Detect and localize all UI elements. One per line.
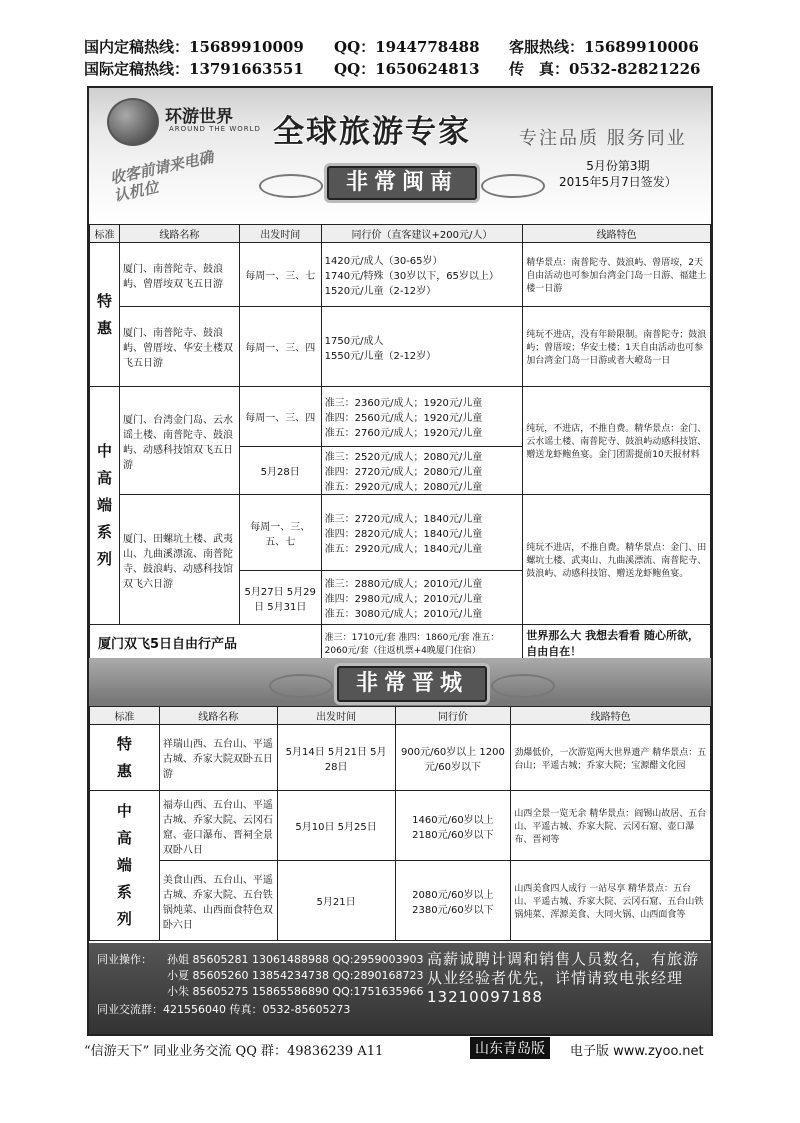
col-header: 标准 bbox=[90, 225, 120, 243]
col-header: 线路名称 bbox=[119, 225, 239, 243]
table-row bbox=[90, 791, 711, 861]
price-cell: 准三：2880元/成人；2010元/儿童 准四：2980元/成人；2010元/儿童 准五：3080元/成人；2010元/儿童 bbox=[321, 571, 523, 625]
recruit-notice: 高薪诚聘计调和销售人员数名，有旅游从业经验者优先，详情请致电张经理 13210097188 bbox=[427, 950, 700, 1006]
route-name: 厦门、台湾金门岛、云水谣土楼、南普陀寺、鼓浪屿、动感科技馆双飞五日游 bbox=[119, 387, 239, 495]
route-name: 厦门、南普陀寺、鼓浪屿、曾厝垵双飞五日游 bbox=[119, 243, 239, 307]
price-cell: 准三：1710元/套 准四：1860元/套 准五：2060元/套（往返机票+4晚厦门住宿） bbox=[321, 625, 523, 661]
table-row bbox=[90, 387, 711, 447]
col-header: 出发时间 bbox=[239, 225, 321, 243]
price-cell: 准三：2360元/成人；1920元/儿童 准四：2560元/成人；1920元/儿童 准五：2760元/成人；1920元/儿童 bbox=[321, 387, 523, 447]
table-row bbox=[90, 243, 711, 307]
price-cell: 准三：2520元/成人；2080元/儿童 准四：2720元/成人；2080元/儿童 准五：2920元/成人；2080元/儿童 bbox=[321, 447, 523, 495]
slogan: 专注品质 服务同业 bbox=[519, 128, 687, 149]
category-label: 中高端系列 bbox=[90, 791, 160, 941]
domestic-hotline: 国内定稿热线：15689910009 bbox=[84, 38, 304, 56]
depart-time: 每周一、三、七 bbox=[239, 243, 321, 307]
depart-time: 每周一、三、四 bbox=[239, 307, 321, 387]
section-plaque-minnan: 非常闽南 bbox=[327, 166, 477, 200]
price-cell: 900元/60岁以上 1200元/60岁以下 bbox=[395, 725, 511, 791]
section-plaque-jincheng: 非常晋城 bbox=[337, 666, 487, 702]
category-label: 特惠 bbox=[90, 725, 160, 791]
depart-time: 5月21日 bbox=[277, 861, 395, 941]
epaper-link[interactable]: 电子版 www.zyoo.net bbox=[570, 1044, 704, 1059]
route-feature: 纯玩不进店，不推自费。精华景点：金门、田螺坑土楼、武夷山、九曲溪漂流、南普陀寺、鼓浪屿、动感科技馆、赠送龙虾鲍鱼宴。 bbox=[523, 495, 711, 625]
col-header: 线路名称 bbox=[159, 707, 277, 725]
jincheng-table bbox=[89, 706, 711, 941]
route-feature: 世界那么大 我想去看看 随心所欲，自由自在！ bbox=[523, 625, 711, 661]
contact-row: 小夏 85605260 13854234738 QQ:2890168723 bbox=[167, 969, 424, 982]
route-feature: 精华景点：南普陀寺、鼓浪屿、曾厝垵，2天自由活动也可参加台湾金门岛一日游、福建土楼一日游 bbox=[523, 243, 711, 307]
col-header: 线路特色 bbox=[511, 707, 711, 725]
route-feature: 山西美食四人成行 一站尽享 精华景点：五台山、平遥古城、乔家大院、云冈石窟、五台山铁锅炖菜、浑源美食、大同火锅、山西面食等 bbox=[511, 861, 711, 941]
ad-frame bbox=[87, 86, 713, 1036]
minnan-table bbox=[89, 224, 711, 661]
issue-date: 2015年5月7日签发） bbox=[559, 175, 677, 189]
route-feature: 纯玩，不进店，不推自费。精华景点：金门、云水谣土楼、南普陀寺、鼓浪屿动感科技馆、赠送龙虾鲍鱼宴。金门团需提前10天报材料 bbox=[523, 387, 711, 495]
col-header: 同行价（直客建议+200元/人） bbox=[321, 225, 523, 243]
col-header: 出发时间 bbox=[277, 707, 395, 725]
globe-logo-icon bbox=[107, 98, 159, 146]
qq-2: QQ：1650624813 bbox=[334, 60, 480, 78]
route-feature: 纯玩不进店，没有年龄限制。南普陀寺；鼓浪屿；曾厝垵；华安土楼；1天自由活动也可参加台湾金门岛一日游或者大嶝岛一日 bbox=[523, 307, 711, 387]
col-header: 线路特色 bbox=[523, 225, 711, 243]
contact-row: 孙姐 85605281 13061488988 QQ:2959003903 bbox=[167, 953, 424, 966]
price-cell: 1750元/成人 1550元/儿童（2-12岁） bbox=[321, 307, 523, 387]
depart-time: 每周一、三、五、七 bbox=[239, 495, 321, 571]
fax: 传 真：0532-82821226 bbox=[509, 60, 701, 78]
confirm-stamp: 收客前请来电确认机位 bbox=[108, 147, 215, 206]
table-row bbox=[90, 307, 711, 387]
route-feature: 山西全景一览无余 精华景点：阎锡山故居、五台山、平遥古城、乔家大院、云冈石窟、壶口瀑布、晋祠等 bbox=[511, 791, 711, 861]
contact-label: 同业操作： bbox=[97, 953, 152, 966]
route-name: 美食山西、五台山、平遥古城、乔家大院、五台铁锅炖菜、山西面食特色双卧六日 bbox=[159, 861, 277, 941]
service-hotline: 客服热线：15689910006 bbox=[509, 38, 699, 56]
depart-time: 5月28日 bbox=[239, 447, 321, 495]
intl-hotline: 国际定稿热线：13791663551 bbox=[84, 60, 304, 78]
category-label: 中高端系列 bbox=[90, 387, 120, 625]
route-name: 厦门、南普陀寺、鼓浪屿、曾厝垵、华安土楼双飞五日游 bbox=[119, 307, 239, 387]
price-cell: 1420元/成人（30-65岁） 1740元/特殊（30岁以下，65岁以上） 1520元/儿童（2-12岁） bbox=[321, 243, 523, 307]
table-row bbox=[90, 725, 711, 791]
page-title: 全球旅游专家 bbox=[273, 114, 471, 150]
issue-number: 5月份第3期 bbox=[586, 159, 650, 173]
depart-time: 每周一、三、四 bbox=[239, 387, 321, 447]
price-cell: 1460元/60岁以上 2180元/60岁以下 bbox=[395, 791, 511, 861]
route-name: 福寿山西、五台山、平遥古城、乔家大院、云冈石窟、壶口瀑布、晋祠全景双卧八日 bbox=[159, 791, 277, 861]
table-header bbox=[90, 225, 711, 243]
table-row bbox=[90, 495, 711, 571]
col-header: 同行价 bbox=[395, 707, 511, 725]
issue-info bbox=[559, 158, 677, 190]
depart-time: 5月14日 5月21日 5月28日 bbox=[277, 725, 395, 791]
logo-subtext: AROUND THE WORLD bbox=[169, 125, 261, 133]
banner bbox=[89, 88, 711, 224]
depart-time: 5月10日 5月25日 bbox=[277, 791, 395, 861]
qq-1: QQ：1944778488 bbox=[334, 38, 480, 56]
route-name: 祥瑞山西、五台山、平遥古城、乔家大院双卧五日游 bbox=[159, 725, 277, 791]
edition-badge: 山东青岛版 bbox=[470, 1037, 550, 1059]
depart-time: 5月27日 5月29日 5月31日 bbox=[239, 571, 321, 625]
footer-info: “信游天下” 同业业务交流 QQ 群：49836239 A11 bbox=[84, 1044, 384, 1059]
group-info: 同业交流群：421556040 传真：0532-85605273 bbox=[97, 1003, 351, 1016]
contact-row: 小朱 85605275 15865586890 QQ:1751635966 bbox=[167, 985, 424, 998]
route-feature: 劲爆低价，一次游览两大世界遗产 精华景点：五台山；平遥古城；乔家大院；宝源醋文化园 bbox=[511, 725, 711, 791]
route-name: 厦门、田螺坑土楼、武夷山、九曲溪漂流、南普陀寺、鼓浪屿、动感科技馆双飞六日游 bbox=[119, 495, 239, 625]
table-row bbox=[90, 861, 711, 941]
logo-text: 环游世界 bbox=[165, 107, 233, 127]
table-row bbox=[90, 625, 711, 661]
table-header bbox=[90, 707, 711, 725]
category-label: 特惠 bbox=[90, 243, 120, 387]
col-header: 标准 bbox=[90, 707, 160, 725]
price-cell: 准三：2720元/成人；1840元/儿童 准四：2820元/成人；1840元/儿童 准五：2920元/成人；1840元/儿童 bbox=[321, 495, 523, 571]
route-name: 厦门双飞5日自由行产品 bbox=[90, 625, 322, 661]
price-cell: 2080元/60岁以上 2380元/60岁以下 bbox=[395, 861, 511, 941]
